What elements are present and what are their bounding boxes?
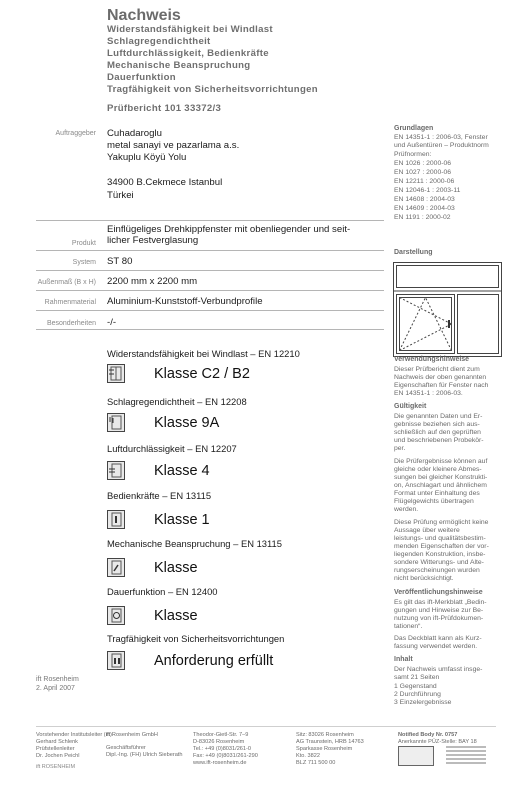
footer-left-line: Prüfstellenleiter bbox=[36, 746, 75, 752]
subtitle-2: Schlagregendichtheit bbox=[107, 36, 211, 47]
date: 2. April 2007 bbox=[36, 685, 75, 692]
material-label: Rahmenmaterial bbox=[44, 299, 96, 306]
gueltigkeit-title: Gültigkeit bbox=[394, 403, 427, 410]
class-result-force: Klasse 1 bbox=[154, 512, 210, 528]
class-title-mechanical: Mechanische Beanspruchung – EN 13115 bbox=[107, 538, 282, 549]
product-value-2: licher Festverglasung bbox=[107, 235, 199, 246]
gueltigkeit-line: Diese Prüfung ermöglicht keine bbox=[394, 519, 489, 526]
veroeff-line: fassung verwendet werden. bbox=[394, 643, 478, 650]
verwendung-title: Verwendungshinweise bbox=[394, 356, 470, 363]
footer-bank-line: Sparkasse Rosenheim bbox=[296, 746, 353, 752]
grundlagen-line: EN 1026 : 2000-06 bbox=[394, 160, 452, 167]
inhalt-title: Inhalt bbox=[394, 656, 413, 663]
darstellung-title: Darstellung bbox=[394, 249, 433, 256]
class-title-air: Luftdurchlässigkeit – EN 12207 bbox=[107, 443, 237, 454]
grundlagen-line: EN 12211 : 2000-06 bbox=[394, 178, 455, 185]
place: ift Rosenheim bbox=[36, 676, 79, 683]
gueltigkeit-line: menden Eigenschaften der vor- bbox=[394, 543, 489, 550]
class-title-wind: Widerstandsfähigkeit bei Windlast – EN 12210 bbox=[107, 348, 300, 359]
page-title: Nachweis bbox=[107, 7, 181, 24]
gueltigkeit-line: Aussage über weitere bbox=[394, 527, 460, 534]
footer-bank-line: AG Traunstein, HRB 14763 bbox=[296, 739, 364, 745]
divider bbox=[36, 250, 384, 251]
gueltigkeit-line: Format unter Einhaltung des bbox=[394, 490, 480, 497]
class-title-durability: Dauerfunktion – EN 12400 bbox=[107, 586, 218, 597]
divider bbox=[36, 329, 384, 330]
notified-body-2: Anerkannte PÜZ-Stelle: BAY 18 bbox=[398, 739, 477, 745]
footer-logo: ift ROSENHEIM bbox=[36, 764, 76, 770]
gueltigkeit-line: Die Prüfergebnisse können auf bbox=[394, 458, 488, 465]
veroeffentlichung-title: Veröffentlichungshinweise bbox=[394, 589, 483, 596]
air-icon bbox=[107, 461, 125, 480]
gueltigkeit-line: per. bbox=[394, 445, 406, 452]
special-value: -/- bbox=[107, 317, 117, 328]
footer-left-line: Gerhard Schlenk bbox=[36, 739, 78, 745]
inhalt-line: 3 Einzelergebnisse bbox=[394, 699, 452, 706]
footer-bank-line: Kto. 3822 bbox=[296, 753, 320, 759]
class-result-rain: Klasse 9A bbox=[154, 415, 220, 431]
special-label: Besonderheiten bbox=[46, 320, 96, 327]
footer-divider bbox=[36, 726, 496, 727]
grundlagen-line: EN 14609 : 2004-03 bbox=[394, 205, 455, 212]
footer-left-line: Vorstehender Institutsleiter (ift) bbox=[36, 732, 112, 738]
gueltigkeit-line: liegenden Konstruktion, insbe- bbox=[394, 551, 486, 558]
client-line-5: 34900 B.Cekmece Istanbul bbox=[107, 177, 223, 188]
subtitle-4: Mechanische Beanspruchung bbox=[107, 60, 251, 71]
inhalt-line: 1 Gegenstand bbox=[394, 683, 437, 690]
footer-bank-line: BLZ 711 500 00 bbox=[296, 760, 336, 766]
verwendung-line: Nachweis der oben genannten bbox=[394, 374, 487, 381]
veroeff-line: tationen“. bbox=[394, 623, 423, 630]
gueltigkeit-line: und beschriebenen Probekör- bbox=[394, 437, 484, 444]
mechanical-icon bbox=[107, 558, 125, 577]
divider bbox=[36, 220, 384, 221]
veroeff-line: gungen und Hinweise zur Be- bbox=[394, 607, 484, 614]
gueltigkeit-line: Die genannten Daten und Er- bbox=[394, 413, 483, 420]
product-value: Einflügeliges Drehkippfenster mit obenliegender und seit- bbox=[107, 224, 351, 235]
veroeff-line: Es gilt das ift-Merkblatt „Bedin- bbox=[394, 599, 487, 606]
gueltigkeit-line: schließlich auf den geprüften bbox=[394, 429, 481, 436]
accreditation-logo bbox=[398, 746, 434, 766]
subtitle-1: Widerstandsfähigkeit bei Windlast bbox=[107, 24, 273, 35]
safety-icon bbox=[107, 651, 125, 670]
divider bbox=[36, 290, 384, 291]
grundlagen-line: EN 14351-1 : 2006-03, Fenster bbox=[394, 134, 488, 141]
grundlagen-line: EN 12046-1 : 2003-11 bbox=[394, 187, 461, 194]
durability-icon bbox=[107, 606, 125, 625]
material-value: Aluminium-Kunststoff-Verbundprofile bbox=[107, 296, 263, 307]
footer-address-line: Fax: +49 (0)8031/261-290 bbox=[193, 753, 258, 759]
grundlagen-line: EN 1191 : 2000-02 bbox=[394, 214, 451, 221]
gueltigkeit-line: leistungs- und qualitätsbestim- bbox=[394, 535, 486, 542]
dap-logo bbox=[446, 746, 486, 764]
handle-force-icon bbox=[107, 510, 125, 529]
footer-company-line: ift Rosenheim GmbH bbox=[106, 732, 158, 738]
client-label: Auftraggeber bbox=[55, 130, 96, 137]
grundlagen-title: Grundlagen bbox=[394, 125, 434, 132]
verwendung-line: EN 14351-1 : 2006-03. bbox=[394, 390, 463, 397]
rain-icon bbox=[107, 413, 125, 432]
subtitle-5: Dauerfunktion bbox=[107, 72, 176, 83]
gueltigkeit-line: werden. bbox=[394, 506, 419, 513]
client-line-2: metal sanayi ve pazarlama a.s. bbox=[107, 140, 240, 151]
client-line-3: Yakuplu Köyü Yolu bbox=[107, 152, 187, 163]
subtitle-3: Luftdurchlässigkeit, Bedienkräfte bbox=[107, 48, 269, 59]
verwendung-line: Eigenschaften für Fenster nach bbox=[394, 382, 489, 389]
divider bbox=[36, 310, 384, 311]
footer-bank-line: Sitz: 83026 Rosenheim bbox=[296, 732, 354, 738]
footer-left-line: Dr. Jochen Peichl bbox=[36, 753, 80, 759]
wind-load-icon bbox=[107, 364, 125, 383]
class-result-mechanical: Klasse bbox=[154, 560, 198, 576]
verwendung-line: Dieser Prüfbericht dient zum bbox=[394, 366, 480, 373]
veroeff-line: Das Deckblatt kann als Kurz- bbox=[394, 635, 482, 642]
window-drawing bbox=[393, 262, 503, 363]
gueltigkeit-line: Flügelgewichts übertragen bbox=[394, 498, 474, 505]
system-value: ST 80 bbox=[107, 256, 133, 267]
gueltigkeit-line: gebnisse beziehen sich aus- bbox=[394, 421, 480, 428]
class-result-air: Klasse 4 bbox=[154, 463, 210, 479]
footer-company-line: Dipl.-Ing. (FH) Ulrich Sieberath bbox=[106, 752, 183, 758]
client-line-1: Cuhadaroglu bbox=[107, 128, 162, 139]
footer-address-line: Theodor-Gietl-Str. 7–9 bbox=[193, 732, 249, 738]
grundlagen-line: Prüfnormen: bbox=[394, 151, 432, 158]
class-title-safety: Tragfähigkeit von Sicherheitsvorrichtungen bbox=[107, 633, 285, 644]
client-line-6: Türkei bbox=[107, 190, 134, 201]
gueltigkeit-line: gleiche oder kleinere Abmes- bbox=[394, 466, 482, 473]
inhalt-line: Der Nachweis umfasst insge- bbox=[394, 666, 483, 673]
grundlagen-line: EN 14608 : 2004-03 bbox=[394, 196, 455, 203]
class-result-safety: Anforderung erfüllt bbox=[154, 653, 274, 669]
class-result-wind: Klasse C2 / B2 bbox=[154, 366, 250, 382]
dimension-value: 2200 mm x 2200 mm bbox=[107, 276, 198, 287]
class-title-force: Bedienkräfte – EN 13115 bbox=[107, 490, 212, 501]
footer-address-line: www.ift-rosenheim.de bbox=[193, 760, 247, 766]
footer-address-line: D-83026 Rosenheim bbox=[193, 739, 245, 745]
class-title-rain: Schlagregendichtheit – EN 12208 bbox=[107, 396, 247, 407]
divider bbox=[36, 270, 384, 271]
grundlagen-line: und Außentüren – Produktnorm bbox=[394, 142, 489, 149]
report-number: Prüfbericht 101 33372/3 bbox=[107, 103, 222, 114]
system-label: System bbox=[72, 259, 96, 266]
gueltigkeit-line: sungen bei gleicher Konstrukti- bbox=[394, 474, 488, 481]
gueltigkeit-line: rungserscheinungen wurden bbox=[394, 567, 480, 574]
gueltigkeit-line: nicht berücksichtigt. bbox=[394, 575, 454, 582]
notified-body: Notified Body Nr. 0757 bbox=[398, 732, 458, 738]
veroeff-line: nutzung von ift-Prüfdokumen- bbox=[394, 615, 484, 622]
footer-address-line: Tel.: +49 (0)8031/261-0 bbox=[193, 746, 251, 752]
class-result-durability: Klasse bbox=[154, 608, 198, 624]
grundlagen-line: EN 1027 : 2000-06 bbox=[394, 169, 452, 176]
gueltigkeit-line: on, Anschlagart und ähnlichem bbox=[394, 482, 487, 489]
subtitle-6: Tragfähigkeit von Sicherheitsvorrichtungen bbox=[107, 84, 318, 95]
gueltigkeit-line: sondere Witterungs- und Alte- bbox=[394, 559, 484, 566]
product-label: Produkt bbox=[71, 240, 96, 247]
inhalt-line: 2 Durchführung bbox=[394, 691, 441, 698]
footer-company-line: Geschäftsführer bbox=[106, 745, 146, 751]
dimension-label: Außenmaß (B x H) bbox=[37, 279, 96, 286]
inhalt-line: samt 21 Seiten bbox=[394, 674, 440, 681]
